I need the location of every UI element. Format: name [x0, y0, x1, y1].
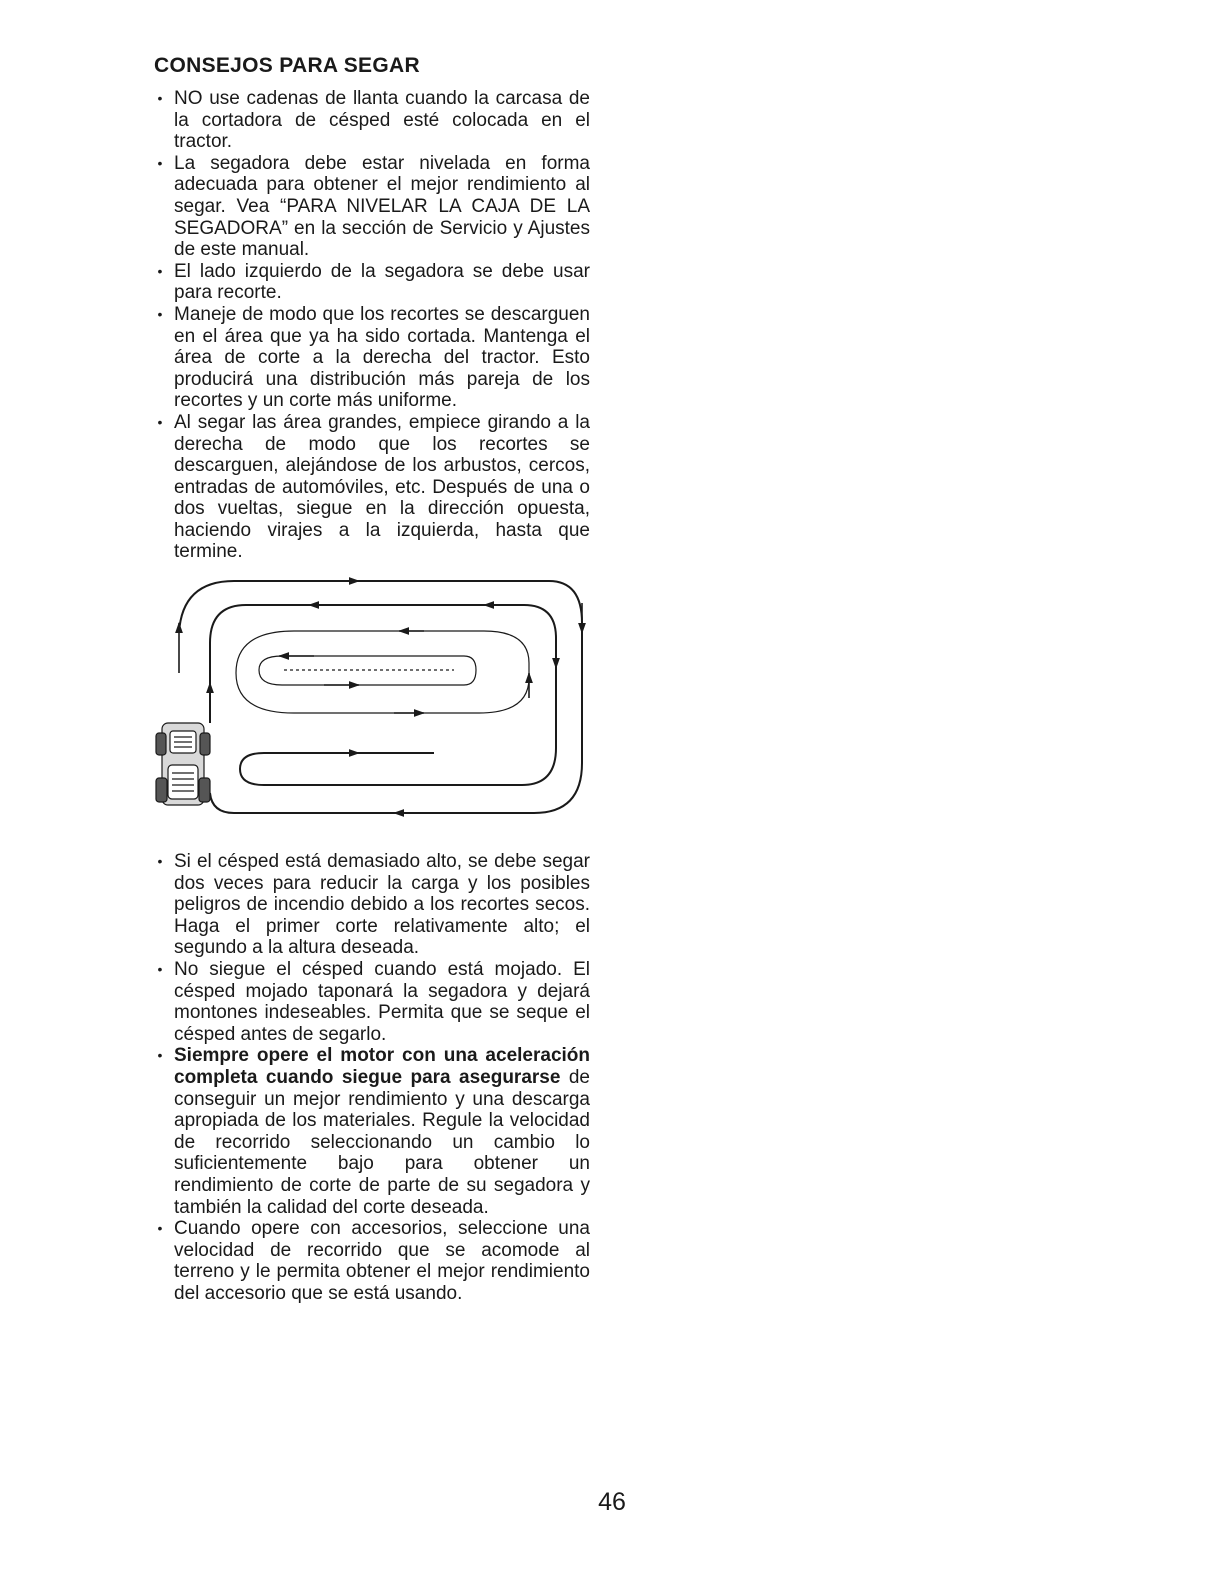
page-number: 46 [598, 1488, 626, 1516]
tractor-illustration [156, 723, 210, 805]
bullet-icon: • [157, 413, 163, 430]
tip-text: de conseguir un mejor rendimiento y una descarga apropiada de los materiales. Regule la velocidad de recorrido seleccionando un cambio lo suficientemente bajo para obtener un rendimiento de corte de parte de su segadora y también la calidad del corte deseada. [174, 1067, 591, 1218]
bullet-icon: • [157, 1220, 163, 1237]
tips-list-before-diagram [154, 88, 590, 563]
tips-list-after-diagram [154, 851, 590, 1304]
list-item [154, 959, 590, 1045]
list-item [154, 1045, 590, 1218]
tip-text: Al segar las área grandes, empiece girando a la derecha de modo que los recortes se descarguen, alejándose de los arbustos, cercos, entradas de automóviles, etc. Después de una o dos vueltas, siegue en la dirección opuesta, haciendo virajes a la izquierda, hasta que termine. [174, 411, 590, 563]
tip-text: Si el césped está demasiado alto, se debe segar dos veces para reducir la carga y los posibles peligros de incendio debido a los recortes secos. Haga el primer corte relativamente alto; el segundo a la altura deseada. [174, 851, 590, 959]
page-content [154, 52, 590, 1305]
bullet-icon: • [157, 90, 163, 106]
bullet-icon: • [157, 305, 163, 322]
tip-text: El lado izquierdo de la segadora se debe usar para recorte. [174, 260, 590, 304]
list-item [154, 412, 590, 563]
tip-text: Maneje de modo que los recortes se descarguen en el área que ya ha sido cortada. Mantenga el área de corte a la derecha del tractor. Esto producirá una distribución más pareja de los recortes y un corte más uniforme. [174, 303, 590, 412]
third-path [236, 631, 529, 713]
list-item [154, 304, 590, 412]
outer-path [179, 581, 582, 813]
tip-text: Cuando opere con accesorios, seleccione una velocidad de recorrido que se acomode al terreno y le permita obtener el mejor rendimiento del accesorio que se está usando. [174, 1218, 590, 1304]
second-path [210, 605, 556, 785]
tip-bold-text: Siempre opere el motor con una aceleración completa cuando siegue para asegurarse [174, 1045, 590, 1088]
tip-text: La segadora debe estar nivelada en forma adecuada para obtener el mejor rendimiento al segar. Vea “PARA NIVELAR LA CAJA DE LA SEGADORA” en la sección de Servicio y Ajustes de este manual. [174, 152, 590, 261]
list-item [154, 88, 590, 153]
page-title: CONSEJOS PARA SEGAR [154, 54, 420, 77]
mowing-pattern-diagram [154, 573, 590, 833]
bullet-icon: • [157, 1047, 163, 1064]
bullet-icon: • [157, 154, 163, 171]
bullet-icon: • [157, 961, 163, 978]
tip-text: No siegue el césped cuando está mojado. El césped mojado taponará la segadora y dejará montones indeseables. Permita que se seque el césped antes de segarlo. [174, 959, 590, 1045]
list-item [154, 153, 590, 261]
tip-text: NO use cadenas de llanta cuando la carcasa de la cortadora de césped esté colocada en el tractor. [174, 88, 590, 153]
bullet-icon: • [157, 853, 163, 870]
list-item [154, 851, 590, 959]
list-item [154, 1218, 590, 1304]
list-item [154, 261, 590, 304]
bullet-icon: • [157, 262, 163, 279]
